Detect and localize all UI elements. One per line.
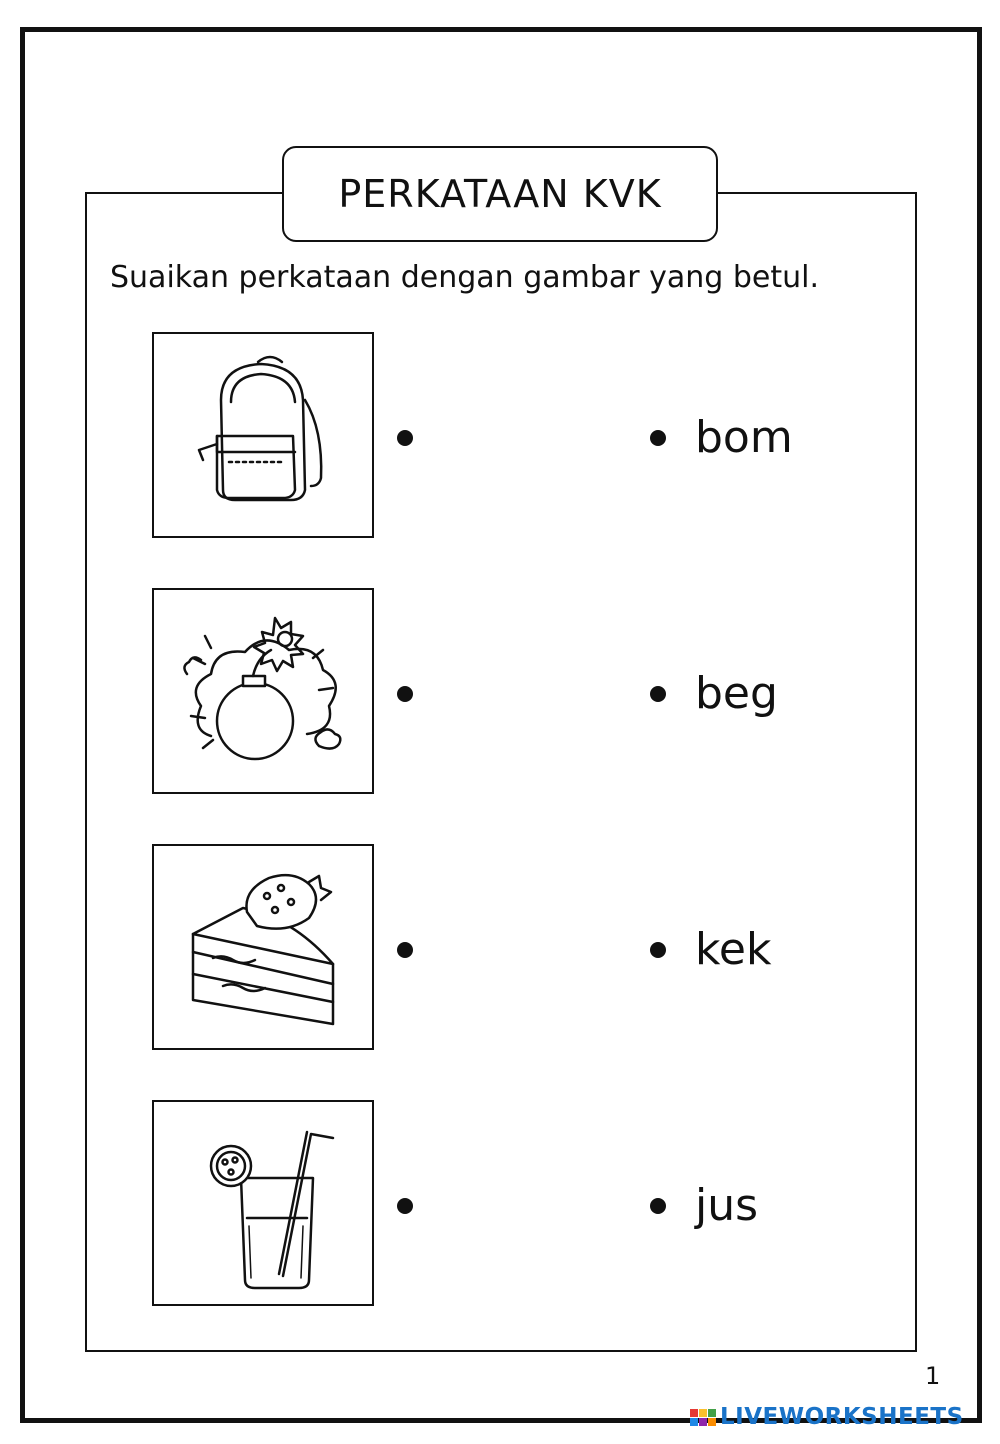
match-dot-right-1[interactable] [650, 430, 666, 446]
worksheet-title [282, 146, 718, 242]
cake-icon [163, 852, 363, 1042]
match-dot-right-4[interactable] [650, 1198, 666, 1214]
word-4: jus [695, 1180, 759, 1231]
logo-grid-icon [690, 1409, 716, 1426]
backpack-icon [163, 340, 363, 530]
match-dot-left-2[interactable] [397, 686, 413, 702]
picture-card-2 [152, 588, 374, 794]
word-1: bom [695, 412, 793, 463]
logo-text: LIVEWORKSHEETS [720, 1404, 964, 1430]
match-dot-right-2[interactable] [650, 686, 666, 702]
match-dot-left-1[interactable] [397, 430, 413, 446]
word-2: beg [695, 668, 778, 719]
instruction-text: Suaikan perkataan dengan gambar yang betul. [110, 260, 820, 295]
match-dot-left-3[interactable] [397, 942, 413, 958]
picture-card-1 [152, 332, 374, 538]
match-dot-left-4[interactable] [397, 1198, 413, 1214]
worksheet-title-text: PERKATAAN KVK [338, 172, 662, 216]
juice-icon [163, 1108, 363, 1298]
bomb-icon [163, 596, 363, 786]
match-dot-right-3[interactable] [650, 942, 666, 958]
page-number: 1 [925, 1362, 941, 1390]
word-3: kek [695, 924, 772, 975]
picture-card-4 [152, 1100, 374, 1306]
picture-card-3 [152, 844, 374, 1050]
liveworksheets-logo[interactable] [690, 1404, 964, 1430]
